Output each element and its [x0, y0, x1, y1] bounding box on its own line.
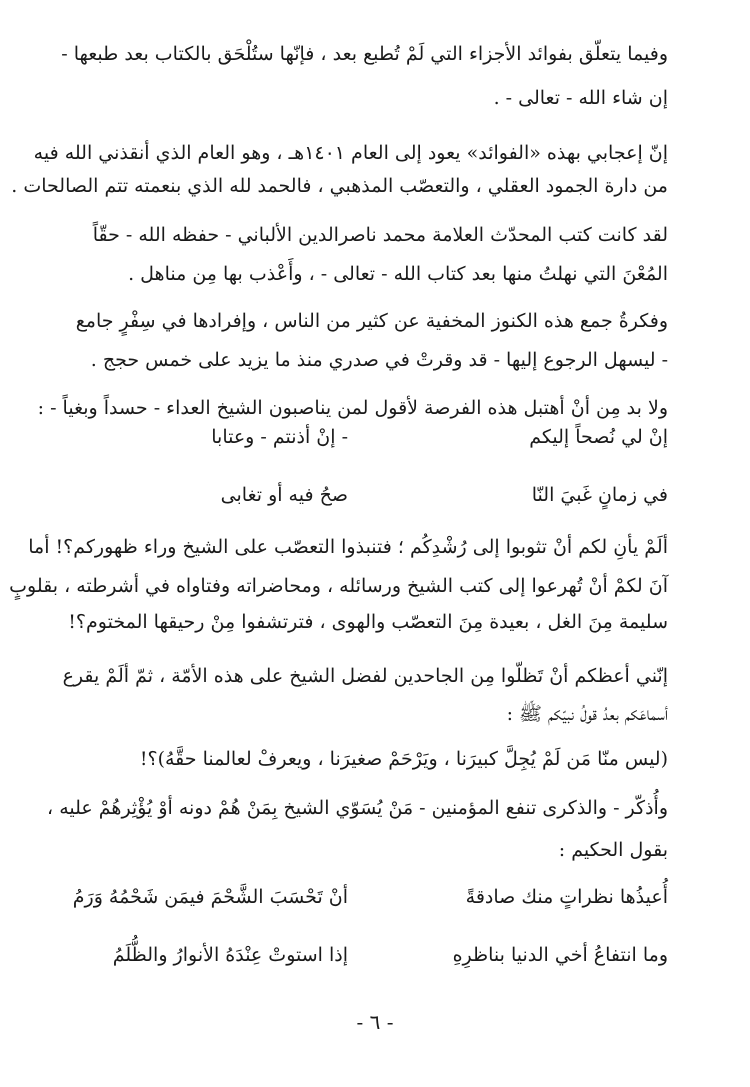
paragraph-line: وفكرةُ جمع هذه الكنوز المخفية عن كثير من الناس ، وإفرادها في سِفْرٍ جامع — [75, 310, 668, 332]
paragraph-line: ألَمْ يأنِ لكم أنْ تثوبوا إلى رُشْدِكُم ؛ فتنبذوا التعصّب على الشيخ وراء ظهوركم؟! أما — [28, 536, 668, 558]
paragraph-line: لقد كانت كتب المحدّث العلامة محمد ناصرالدين الألباني - حفظه الله - حقّاً — [92, 224, 668, 246]
paragraph-line: وأُذكّر - والذكرى تنفع المؤمنين - مَنْ يُسَوّي الشيخ بِمَنْ هُمْ دونه أوْ يُؤْثِرهُمْ عليه ، — [47, 797, 668, 819]
page-number: - ٦ - — [356, 1010, 394, 1034]
verse-row — [78, 420, 668, 454]
paragraph-line: المُعْنَ التي نهلتُ منها بعد كتاب الله - تعالى - ، وأَعْذب بها مِن مناهل . — [128, 263, 668, 285]
paragraph-line: أسماعَكم بعدُ قولُ نبيّكم ﷺ : — [506, 703, 668, 725]
paragraph-line: إنّني أعظكم أنْ تَظلّوا مِن الجاحدين لفضل الشيخ على هذه الأمّة ، ثمّ ألَمْ يقرع — [62, 665, 668, 687]
verse-second-hemistich: أنْ تَحْسَبَ الشَّحْمَ فيمَن شَحْمُهُ وَرَمُ — [72, 886, 348, 908]
verse-first-hemistich: وما انتفاعُ أخي الدنيا بناظرِهِ — [452, 944, 668, 966]
verse-second-hemistich: صحُ فيه أو تغابى — [220, 484, 348, 506]
paragraph-line: بقول الحكيم : — [558, 839, 668, 861]
verse-row — [78, 478, 668, 512]
paragraph-line: إنّ إعجابي بهذه «الفوائد» يعود إلى العام ١٤٠١هـ ، وهو العام الذي أنقذني الله فيه — [33, 142, 668, 164]
paragraph-line: ولا بد مِن أنْ أهتبل هذه الفرصة لأقول لمن يناصبون الشيخ العداء - حسداً وبغياً - : — [37, 397, 668, 419]
paragraph-line: من دارة الجمود العقلي ، والتعصّب المذهبي ، فالحمد لله الذي بنعمته تتم الصالحات . — [11, 175, 668, 197]
verse-second-hemistich: - إنْ أذنتم - وعتابا — [211, 426, 348, 448]
hadith-line: (ليس منّا مَن لَمْ يُجِلَّ كبيرَنا ، ويَرْحَمْ صغيرَنا ، ويعرفْ لعالمنا حقَّهُ)؟! — [139, 748, 668, 770]
verse-row — [78, 938, 668, 972]
verse-first-hemistich: إنْ لي نُصحاً إليكم — [529, 426, 668, 448]
verse-row — [72, 880, 668, 914]
verse-first-hemistich: في زمانٍ غَبيَ النّا — [531, 484, 668, 506]
paragraph-line: آنَ لكمْ أنْ تُهرعوا إلى كتب الشيخ ورسائله ، ومحاضراته وفتاواه في أشرطته ، بقلوبٍ — [9, 575, 668, 597]
paragraph-line: سليمة مِنَ الغل ، بعيدة مِنَ التعصّب والهوى ، فترتشفوا مِنْ رحيقها المختوم؟! — [68, 611, 668, 633]
paragraph-line: إن شاء الله - تعالى - . — [493, 87, 668, 109]
paragraph-line: وفيما يتعلّق بفوائد الأجزاء التي لَمْ تُطبع بعد ، فإنّها ستُلْحَق بالكتاب بعد طبعها - — [61, 43, 668, 65]
paragraph-line: - ليسهل الرجوع إليها - قد وقرتْ في صدري منذ ما يزيد على خمس حجج . — [90, 349, 668, 371]
verse-first-hemistich: أُعيذُها نظراتٍ منك صادقةً — [465, 886, 668, 908]
verse-second-hemistich: إذا استوتْ عِنْدَهُ الأنوارُ والظُّلَمُ — [112, 944, 348, 966]
